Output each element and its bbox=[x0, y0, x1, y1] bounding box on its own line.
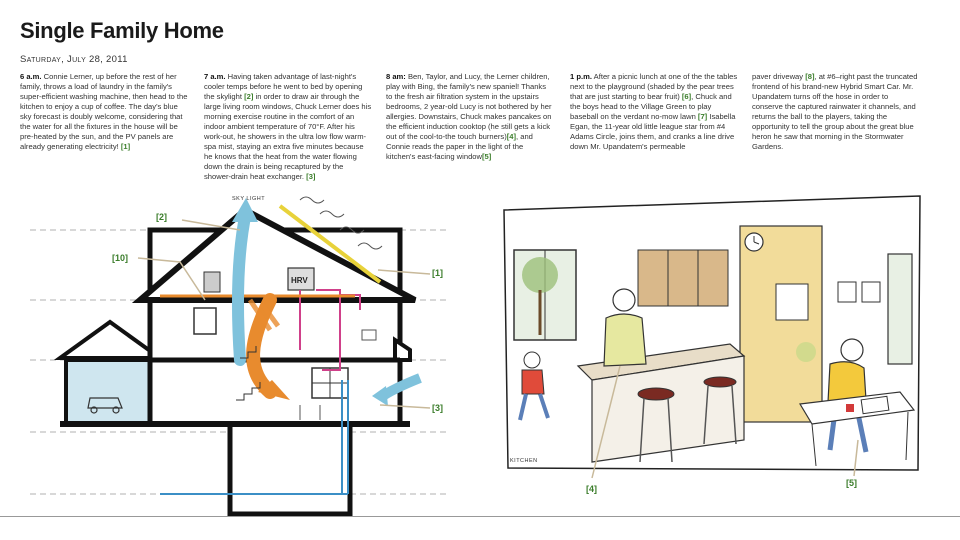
skylight-label: SKY LIGHT bbox=[232, 196, 266, 202]
person-chuck bbox=[613, 289, 635, 311]
pantry-wall bbox=[740, 226, 822, 422]
column-text: paver driveway bbox=[752, 72, 804, 81]
column-text: Ben, Taylor, and Lucy, the Lerner children, play with Bing, the family's new spaniel! Thanks to the fresh air filtration system in the upstairs bedrooms, 2 year-old Lucy is not bothered by her allergies. Downstairs, Chuck makes pancakes on the efficient induction cooktop (he still gets a kick out of the cool-to-the touch burners) bbox=[386, 72, 552, 141]
column-text: Connie Lerner, up before the rest of her family, throws a load of laundry in the family's super-efficient washing machine, then head to the kitchen to enjoy a cup of coffee. The day's blue sky forecast is doubly welcome, considering that the water for all the fixtures in the house will be pre-heated by the sun, and the PV panels are already generating electricity! bbox=[20, 72, 188, 151]
column-text: , at #6–right past the truncated frontend of his brand-new Hybrid Smart Car. Mr. Upandatem turns off the hose in order to conserve the captured rainwater it channels, and returns the ball to the players, taking the opportunity to tell the group about the great blue heron he saw that morning in the Stormwater Gardens. bbox=[752, 72, 918, 151]
ref-label: [3] bbox=[306, 172, 316, 181]
ref-label: [8] bbox=[805, 72, 815, 81]
hrv-label: HRV bbox=[291, 276, 308, 285]
column-text: After a picnic lunch at one of the the tables next to the playground (shaded by the pear trees that are just starting to bear fruit) bbox=[570, 72, 738, 101]
label-5: [5] bbox=[846, 478, 857, 488]
column-text: in order to draw air through the large living room windows, Chuck Lerner does his morning exercise routine in the comfort of an indoor ambient temperature of 70°F. After his work-out, he showers in the ultra low flow warm-spa mist, staying an extra five minutes because he knows that the heat from the water flowing down the drain is being recaptured by the shower-drain heat exchanger. bbox=[204, 92, 372, 181]
east-window bbox=[888, 254, 912, 364]
time-1pm: 1 p.m. bbox=[570, 72, 592, 81]
label-1: [1] bbox=[432, 268, 443, 278]
column-text: , and Connie reads the paper in the light of the kitchen's east-facing window bbox=[386, 132, 533, 161]
ref-label: [1] bbox=[120, 142, 131, 151]
column-text: , Chuck and the boys head to the Village Green to play baseball on the verdant no-mow lawn bbox=[570, 92, 732, 121]
time-8am: 8 am: bbox=[386, 72, 406, 81]
column-text: Having taken advantage of last-night's cooler temps before he went to bed by opening the skylight bbox=[204, 72, 363, 101]
ref-label: [5] bbox=[482, 152, 492, 161]
kitchen-caption: KITCHEN bbox=[510, 458, 538, 464]
person-connie bbox=[841, 339, 863, 361]
time-7am: 7 a.m. bbox=[204, 72, 226, 81]
page-title: Single Family Home bbox=[20, 18, 224, 43]
label-2: [2] bbox=[156, 212, 167, 222]
upper-cabinets bbox=[638, 250, 728, 306]
column-text: Isabella Egan, the 11-year old little league star from #4 Adams Circle, joins them, and cranks a line drive down Mr. Upandatem's permeable bbox=[570, 112, 736, 151]
label-4: [4] bbox=[586, 484, 597, 494]
newspaper bbox=[861, 396, 889, 413]
time-6am: 6 a.m. bbox=[20, 72, 42, 81]
label-3: [3] bbox=[432, 403, 443, 413]
ref-label: [2] bbox=[244, 92, 254, 101]
label-10: [10] bbox=[112, 253, 129, 263]
page-divider bbox=[0, 516, 960, 517]
ref-label: [7] bbox=[697, 112, 708, 121]
page-date: Saturday, July 28, 2011 bbox=[20, 54, 128, 65]
person-child bbox=[524, 352, 540, 368]
ref-label: [4] bbox=[506, 132, 517, 141]
ref-label: [6] bbox=[681, 92, 692, 101]
bulletin-board bbox=[776, 284, 808, 320]
